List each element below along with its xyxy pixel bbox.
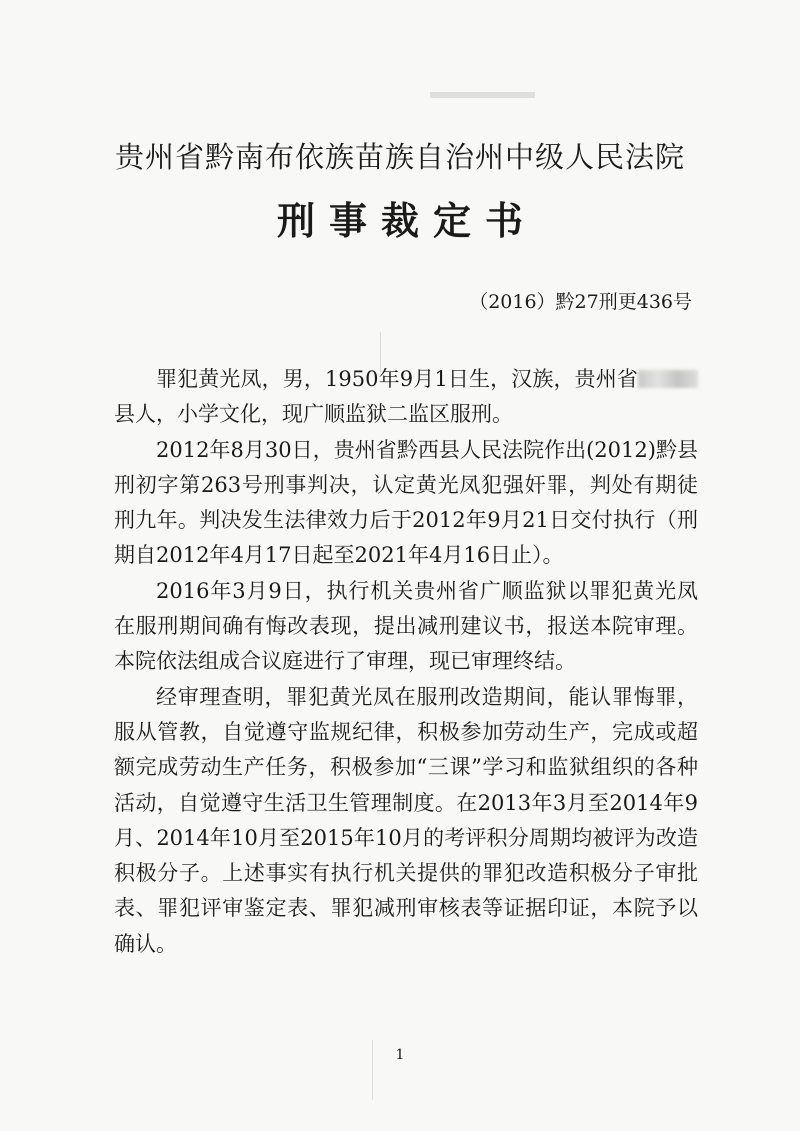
defendant-info-end: 县人，小学文化，现广顺监狱二监区服刑。 xyxy=(114,402,513,427)
paragraph-proposal: 2016年3月9日，执行机关贵州省广顺监狱以罪犯黄光凤在服刑期间确有悔改表现，提出减刑建议书，报送本院审理。本院依法组成合议庭进行了审理，现已审理终结。 xyxy=(114,578,698,674)
redacted-text xyxy=(638,370,698,388)
court-name: 贵州省黔南布依族苗族自治州中级人民法院 xyxy=(114,140,685,174)
paragraph-judgment: 2012年8月30日，贵州省黔西县人民法院作出(2012)黔县刑初字第263号刑事判决，认定黄光凤犯强奸罪，判处有期徒刑九年。判决发生法律效力后于2012年9月21日交付执行（刑期自2012年4月17日起至2021年4月16日止）。 xyxy=(114,437,698,568)
case-number: （2016）黔27刑更436号 xyxy=(469,291,692,313)
page-number: 1 xyxy=(395,1047,405,1063)
document-title: 刑事裁定书 xyxy=(276,199,537,243)
paragraph-defendant xyxy=(114,362,698,433)
defendant-info-start: 罪犯黄光凤，男，1950年9月1日生，汉族，贵州省 xyxy=(156,367,638,391)
document-body xyxy=(114,362,698,962)
scan-artifact xyxy=(430,92,535,98)
paragraph-findings: 经审理查明，罪犯黄光凤在服刑改造期间，能认罪悔罪，服从管教，自觉遵守监规纪律，积极参加劳动生产，完成或超额完成劳动生产任务，积极参加“三课”学习和监狱组织的各种活动，自觉遵守生活卫生管理制度。在2013年3月至2014年9月、2014年10月至2015年10月的考评积分周期均被评为改造积极分子。上述事实有执行机关提供的罪犯改造积极分子审批表、罪犯评审鉴定表、罪犯减刑审核表等证据印证，本院予以确认。 xyxy=(114,684,698,956)
